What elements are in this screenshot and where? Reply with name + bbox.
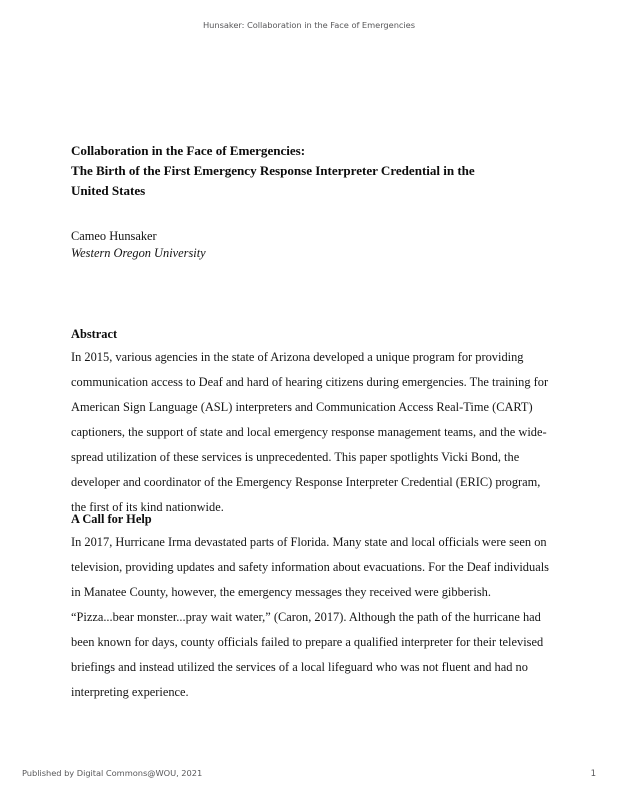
call-for-help-line: been known for days, county officials failed to prepare a qualified interpreter for their televised [71, 635, 544, 650]
author-block [71, 228, 548, 263]
author-name: Cameo Hunsaker [71, 229, 157, 243]
abstract-line: In 2015, various agencies in the state of Arizona developed a unique program for providing [71, 350, 524, 364]
abstract-body [71, 345, 548, 520]
call-for-help-heading: A Call for Help [71, 512, 152, 526]
publisher-credit: Published by Digital Commons@WOU, 2021 [22, 768, 203, 778]
call-for-help-line: interpreting experience. [71, 685, 189, 700]
abstract-line: captioners, the support of state and local emergency response management teams, and the wide- [71, 425, 547, 440]
title-line-3: United States [71, 183, 146, 199]
call-for-help-line: In 2017, Hurricane Irma devastated parts of Florida. Many state and local officials were seen on [71, 535, 547, 549]
section-call-for-help [71, 509, 548, 705]
abstract-line: the first of its kind nationwide. [71, 500, 224, 515]
page-number: 1 [590, 769, 596, 779]
section-abstract [71, 324, 548, 520]
running-header: Hunsaker: Collaboration in the Face of Emergencies [202, 20, 415, 30]
abstract-line: American Sign Language (ASL) interpreters and Communication Access Real-Time (CART) [71, 400, 533, 415]
call-for-help-line: “Pizza...bear monster...pray wait water,” (Caron, 2017). Although the path of the hurricane had [71, 610, 541, 625]
title-line-2: The Birth of the First Emergency Response Interpreter Credential in the [71, 162, 475, 178]
abstract-line: communication access to Deaf and hard of hearing citizens during emergencies. The training for [71, 375, 549, 390]
running-footer [22, 768, 596, 779]
abstract-line: spread utilization of these services is unprecedented. This paper spotlights Vicki Bond, the [71, 450, 520, 465]
call-for-help-line: briefings and instead utilized the services of a local lifeguard who was not fluent and had no [71, 660, 528, 675]
call-for-help-body [71, 530, 548, 705]
page-title [71, 141, 548, 202]
author-affiliation: Western Oregon University [71, 246, 206, 261]
call-for-help-line: in Manatee County, however, the emergency messages they received were gibberish. [71, 585, 491, 600]
abstract-line: developer and coordinator of the Emergency Response Interpreter Credential (ERIC) program, [71, 475, 541, 490]
title-line-1: Collaboration in the Face of Emergencies: [71, 142, 306, 158]
call-for-help-line: television, providing updates and safety information about evacuations. For the Deaf individuals [71, 560, 549, 575]
abstract-heading: Abstract [71, 327, 118, 341]
